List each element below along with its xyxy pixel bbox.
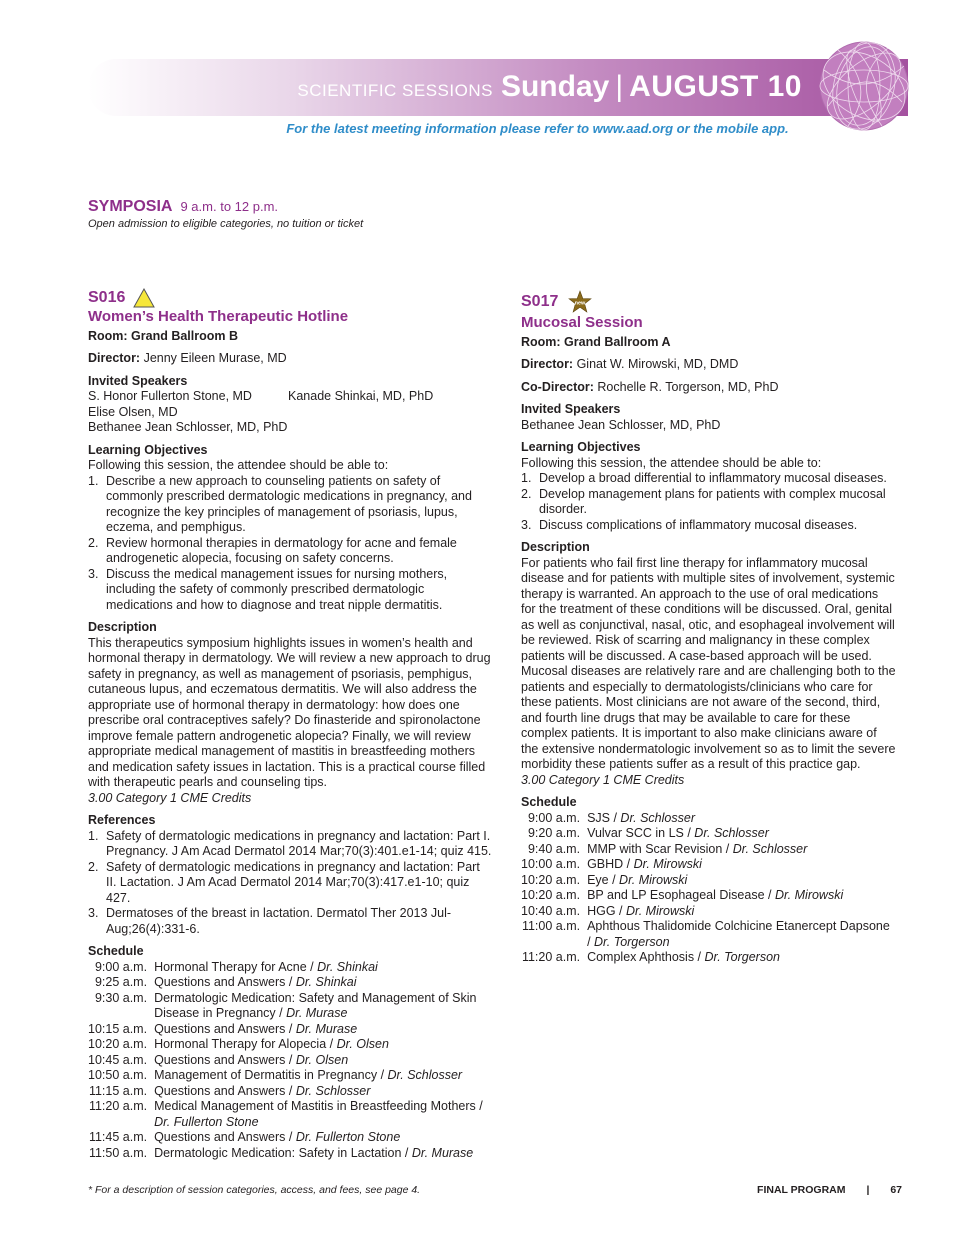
description-text: For patients who fail first line therapy for inflammatory mucosal disease and for patients with multiple sites of involvement, systemic therapy is warranted. An approach to the use of oral medications for the treatment of these conditions will be discussed. Oral, genital as well as conjunctival, nasal, otic, and esophageal involvement will be reviewed. Risk of scarring and malignancy in these complex patients will be discussed. A case-based approach will be used. Mucosal diseases are relatively rare and are challenging both to the patients and especially to dermatologists/clinicians who care for these patients. Most clinicians are not aware of the second, third, and fourth line drugs that may be available to care for these complex patients. It is important to also make clinicians aware of the extensive nondermatologic involvement so as to limit the severe morbidity these patients suffer as a result of this practice gap. (521, 555, 896, 771)
list-item: 1. Describe a new approach to counseling patients on safety of commonly prescribed dermatologic medications in pregnancy, and recognize the key principles of management of psoriasis, lupus, eczema, and pemphigus. (88, 473, 472, 534)
list-item: 1. Safety of dermatologic medications in pregnancy and lactation: Part I. Pregnancy. J Am Acad Dermatol 2014 Mar;70(3):401.e1-14; quiz 415. (88, 828, 492, 858)
svg-text:new: new (574, 300, 586, 307)
table-row: 10:40 a.m. HGG / Dr. Mirowski (521, 903, 695, 918)
description-label: Description (88, 620, 157, 634)
table-row: 10:20 a.m. Eye / Dr. Mirowski (521, 872, 688, 887)
info-prefix: For the latest meeting information please refer to (286, 121, 593, 136)
table-row: 9:20 a.m. Vulvar SCC in LS / Dr. Schlosser (527, 826, 769, 840)
objectives-list (521, 471, 896, 533)
speaker: Bethanee Jean Schlosser, MD, PhD (521, 417, 721, 432)
session-code: S016 (88, 289, 126, 307)
info-link[interactable]: www.aad.org (592, 121, 674, 136)
objectives-list (88, 474, 493, 614)
cme-credits: 3.00 Category 1 CME Credits (521, 772, 685, 787)
director-line (521, 357, 896, 373)
session-room: Room: Grand Ballroom A (521, 334, 671, 349)
schedule-label: Schedule (521, 795, 577, 809)
description-text: This therapeutics symposium highlights issues in women’s health and hormonal therapy in dermatology. We will review a new approach to drug safety in pregnancy, as well as management of psoriasis, pemphigus, cutaneous lupus, and eczematous dermatitis. We will also address the appropriate use of hormonal therapy in dermatology: how does one prescribe oral contraceptives safely? Do finasteride and spironolactone improve female pattern androgenetic alopecia? Finally, we will review appropriate medical management of mastitis in breastfeeding mothers and medication safety issues in lactation. This is a practical course filled with therapeutic pearls and counseling tips. (88, 635, 491, 789)
footer-separator: | (866, 1184, 870, 1196)
codirector-label: Co-Director: (521, 379, 594, 394)
table-row: 11:15 a.m. Questions and Answers / Dr. Schlosser (88, 1083, 371, 1098)
symposia-heading (88, 198, 363, 230)
codirector-line (521, 380, 896, 396)
session-code: S017 (521, 293, 559, 311)
info-suffix: or the mobile app. (673, 121, 789, 136)
session-title: Mucosal Session (521, 314, 643, 331)
list-item: 2. Safety of dermatologic medications in pregnancy and lactation: Part II. Lactation. J Am Acad Dermatol 2014 Mar;70(3):417.e1-10; quiz 427. (88, 859, 480, 905)
table-row: 10:45 a.m. Questions and Answers / Dr. Olsen (88, 1052, 349, 1067)
meeting-info-line (0, 121, 960, 136)
header-separator: | (615, 70, 624, 103)
footnote: * For a description of session categories, access, and fees, see page 4. (88, 1184, 421, 1196)
table-row: 10:00 a.m. GBHD / Dr. Mirowski (521, 857, 702, 871)
list-item: 2. Review hormonal therapies in dermatology for acne and female androgenetic alopecia, focusing on safety concerns. (88, 535, 457, 565)
list-item: 2. Develop management plans for patients with complex mucosal disorder. (521, 486, 886, 516)
table-row: 10:50 a.m. Management of Dermatitis in Pregnancy / Dr. Schlosser (88, 1068, 463, 1082)
day-label: Sunday (500, 70, 610, 103)
list-item: 3. Discuss complications of inflammatory mucosal diseases. (521, 517, 858, 532)
schedule-table (521, 811, 896, 966)
table-row: 9:40 a.m. MMP with Scar Revision / Dr. Schlosser (527, 841, 808, 856)
schedule-label: Schedule (88, 944, 144, 958)
date-label: AUGUST 10 (629, 70, 802, 103)
session-room: Room: Grand Ballroom B (88, 328, 239, 343)
session-s016 (88, 288, 493, 1161)
references-list (88, 829, 493, 938)
globe-logo-icon (818, 40, 910, 132)
symposia-hours: 9 a.m. to 12 p.m. (180, 199, 279, 214)
table-row: 10:15 a.m. Questions and Answers / Dr. Murase (88, 1021, 358, 1036)
symposia-title: SYMPOSIA (88, 198, 173, 215)
speaker: Elise Olsen, MD (88, 404, 178, 419)
director-label: Director: (88, 351, 141, 365)
session-title: Women’s Health Therapeutic Hotline (88, 308, 349, 325)
references-label: References (88, 813, 156, 827)
table-row: 11:20 a.m. Complex Aphthosis / Dr. Torgerson (521, 950, 780, 964)
table-row: 11:20 a.m. Medical Management of Mastitis in Breastfeeding Mothers / Dr. Fullerton Stone (88, 1099, 483, 1129)
objectives-intro: Following this session, the attendee should be able to: (521, 455, 822, 470)
objectives-intro: Following this session, the attendee should be able to: (88, 458, 389, 472)
table-row: 10:20 a.m. Hormonal Therapy for Alopecia / Dr. Olsen (88, 1037, 389, 1051)
speakers-label: Invited Speakers (88, 373, 188, 388)
speaker: Bethanee Jean Schlosser, MD, PhD (88, 420, 288, 434)
director-line (88, 351, 493, 367)
new-star-icon (568, 290, 592, 314)
table-row: 11:00 a.m. Aphthous Thalidomide Colchicine Etanercept Dapsone / Dr. Torgerson (521, 919, 890, 949)
symposia-subtitle: Open admission to eligible categories, no tuition or ticket (88, 218, 364, 230)
objectives-label: Learning Objectives (88, 442, 208, 457)
list-item: 3. Dermatoses of the breast in lactation. Dermatol Ther 2013 Jul-Aug;26(4):331-6. (88, 906, 452, 936)
table-row: 11:45 a.m. Questions and Answers / Dr. Fullerton Stone (88, 1130, 401, 1144)
warning-triangle-icon (133, 288, 155, 308)
objectives-label: Learning Objectives (521, 440, 641, 454)
table-row: 9:30 a.m. Dermatologic Medication: Safety and Management of Skin Disease in Pregnancy / Dr. Murase (94, 990, 477, 1020)
table-row: 11:50 a.m. Dermatologic Medication: Safety in Lactation / Dr. Murase (88, 1145, 474, 1160)
cme-credits: 3.00 Category 1 CME Credits (88, 790, 252, 805)
speakers-label: Invited Speakers (521, 402, 621, 416)
list-item: 1. Develop a broad differential to inflammatory mucosal diseases. (521, 471, 887, 485)
director-name: Ginat W. Mirowski, MD, DMD (573, 357, 739, 371)
director-name: Jenny Eileen Murase, MD (140, 351, 287, 365)
page-number: 67 (890, 1184, 902, 1196)
codirector-name: Rochelle R. Torgerson, MD, PhD (593, 379, 779, 394)
table-row: 9:25 a.m. Questions and Answers / Dr. Shinkai (94, 975, 357, 989)
speaker (288, 405, 488, 421)
speaker: Kanade Shinkai, MD, PhD (288, 389, 434, 403)
speaker: S. Honor Fullerton Stone, MD (88, 389, 252, 403)
table-row: 9:00 a.m. Hormonal Therapy for Acne / Dr. Shinkai (94, 959, 378, 974)
schedule-table (88, 960, 493, 1162)
header-title (297, 70, 802, 104)
session-s017 (521, 290, 896, 966)
director-label: Director: (521, 357, 574, 371)
program-label: FINAL PROGRAM (757, 1184, 846, 1196)
page-footer (757, 1184, 902, 1196)
table-row: 9:00 a.m. SJS / Dr. Schlosser (527, 810, 695, 825)
section-label: SCIENTIFIC SESSIONS (297, 81, 493, 100)
list-item: 3. Discuss the medical management issues for nursing mothers, including the safety of commonly prescribed dermatologic medications and how to diagnose and treat nipple dermatitis. (88, 566, 448, 612)
table-row: 10:20 a.m. BP and LP Esophageal Disease / Dr. Mirowski (521, 888, 844, 902)
description-label: Description (521, 540, 590, 554)
speakers-list (88, 389, 493, 436)
